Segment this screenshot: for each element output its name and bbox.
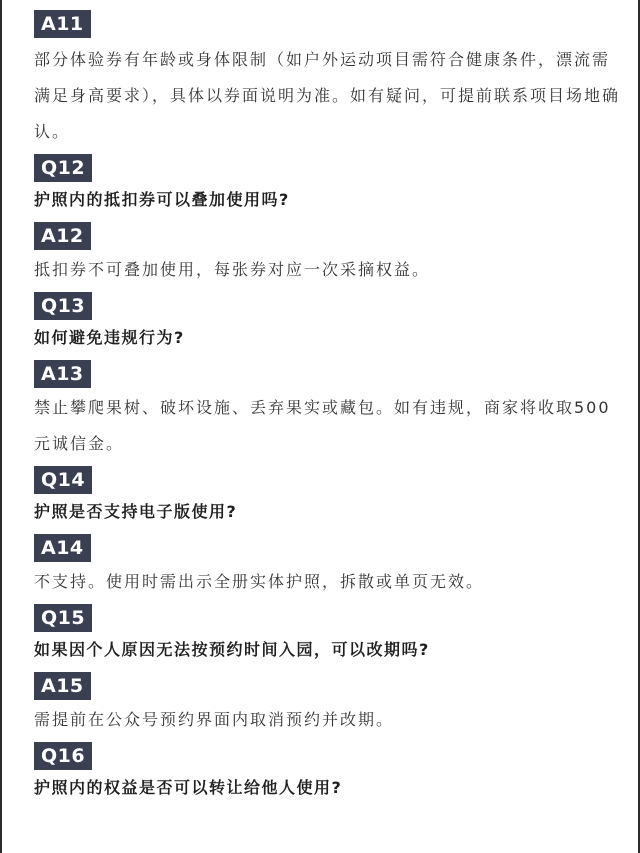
question-badge: Q14	[34, 466, 92, 494]
faq-content	[34, 0, 620, 810]
question-block-q16	[34, 742, 620, 800]
answer-text: 禁止攀爬果树、破坏设施、丢弃果实或藏包。如有违规，商家将收取500元诚信金。	[34, 398, 611, 453]
answer-block-a11	[34, 10, 620, 150]
question-block-q14	[34, 466, 620, 524]
answer-badge: A14	[34, 534, 91, 562]
question-badge: Q16	[34, 742, 92, 770]
answer-badge: A13	[34, 360, 91, 388]
question-badge: Q15	[34, 604, 92, 632]
question-block-q13	[34, 292, 620, 350]
answer-text: 部分体验券有年龄或身体限制（如户外运动项目需符合健康条件，漂流需满足身高要求），具体以券面说明为准。如有疑问，可提前联系项目场地确认。	[34, 50, 621, 141]
answer-text: 抵扣券不可叠加使用，每张券对应一次采摘权益。	[34, 260, 431, 279]
answer-text: 不支持。使用时需出示全册实体护照，拆散或单页无效。	[34, 572, 485, 591]
question-text: 护照是否支持电子版使用?	[34, 502, 238, 521]
question-badge: Q13	[34, 292, 92, 320]
answer-badge: A15	[34, 672, 91, 700]
answer-block-a15	[34, 672, 620, 732]
question-block-q12	[34, 154, 620, 212]
answer-block-a14	[34, 534, 620, 594]
question-text: 如果因个人原因无法按预约时间入园，可以改期吗?	[34, 640, 430, 659]
question-badge: Q12	[34, 154, 92, 182]
answer-badge: A12	[34, 222, 91, 250]
question-text: 护照内的抵扣券可以叠加使用吗?	[34, 190, 290, 209]
question-block-q15	[34, 604, 620, 662]
question-text: 护照内的权益是否可以转让给他人使用?	[34, 778, 343, 797]
answer-block-a13	[34, 360, 620, 462]
answer-badge: A11	[34, 10, 91, 38]
answer-text: 需提前在公众号预约界面内取消预约并改期。	[34, 710, 395, 729]
question-text: 如何避免违规行为?	[34, 328, 185, 347]
answer-block-a12	[34, 222, 620, 282]
